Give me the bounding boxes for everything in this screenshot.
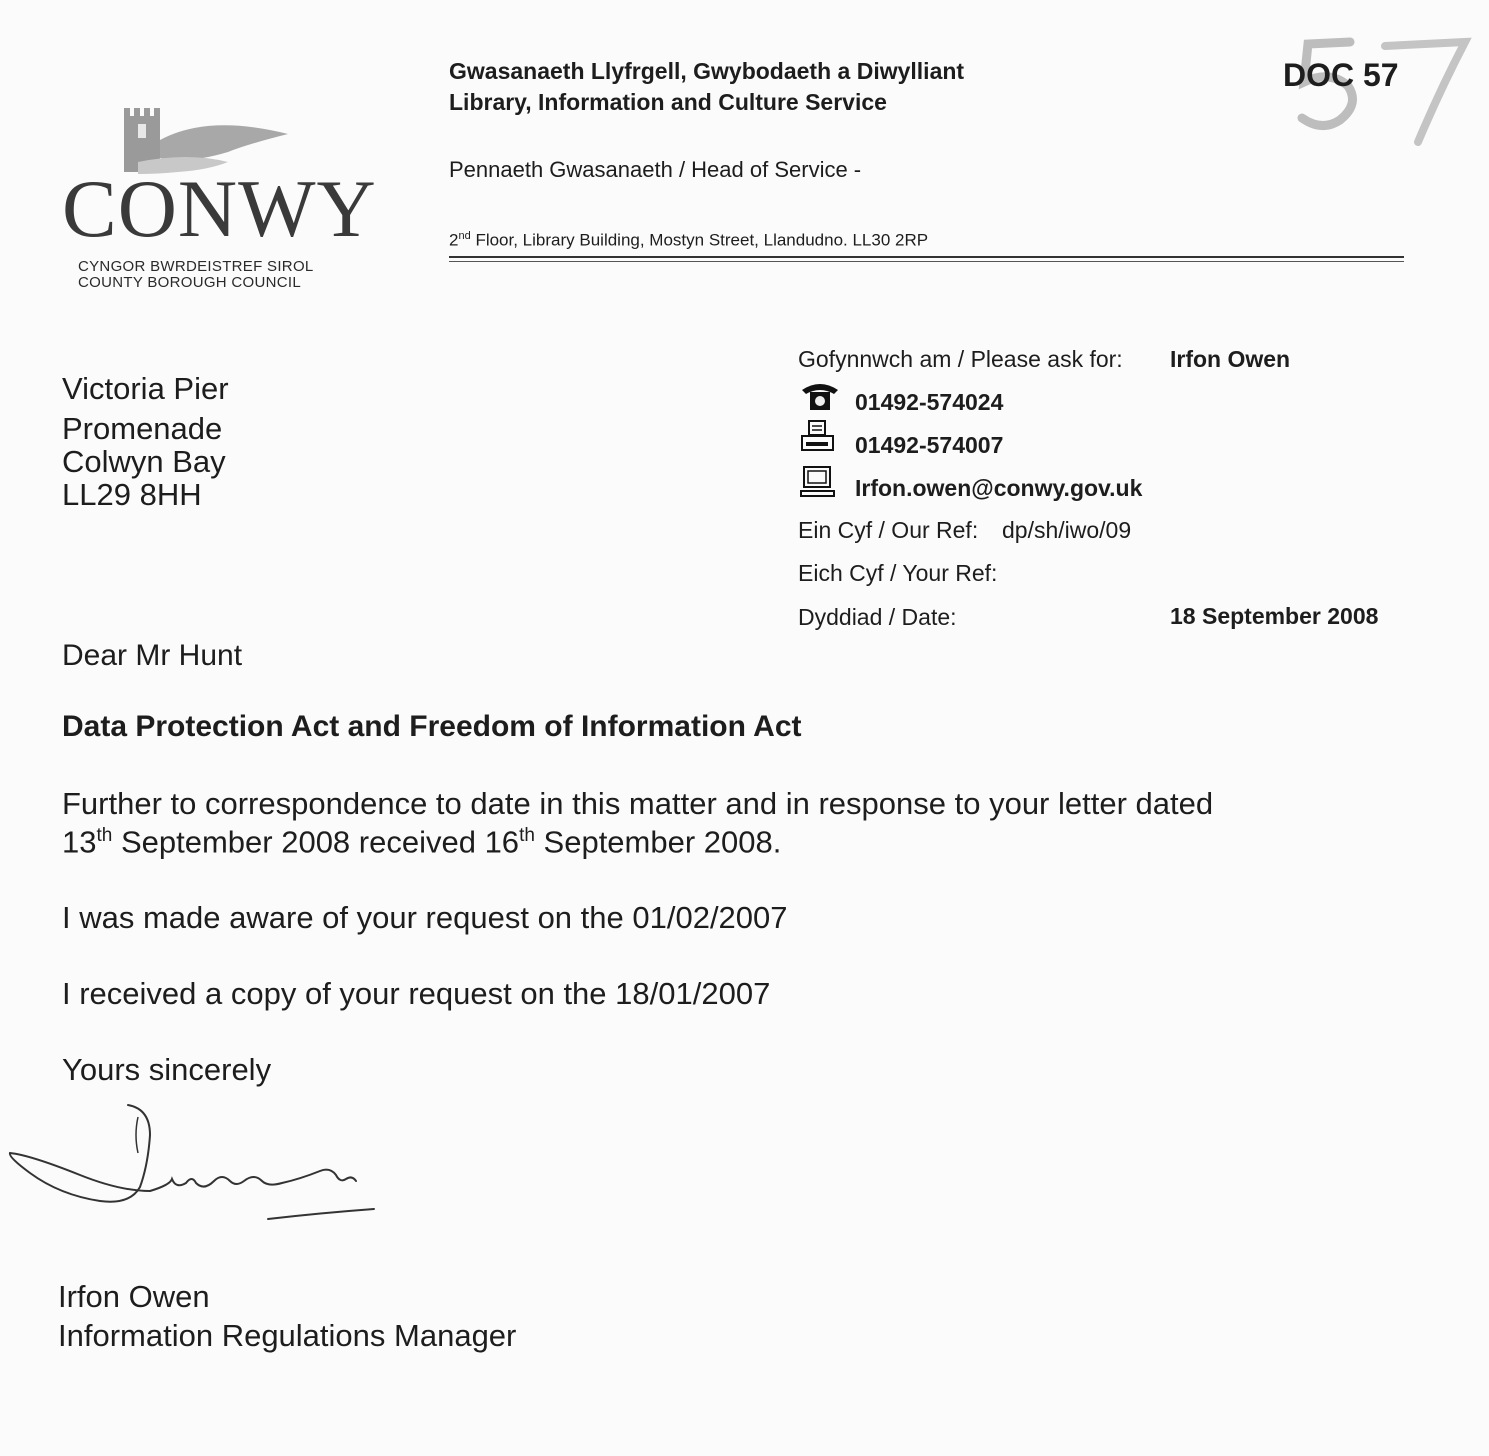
salutation: Dear Mr Hunt (62, 639, 243, 672)
paragraph-1-line-1: Further to correspondence to date in this matter and in response to your letter dated (62, 786, 1214, 821)
council-name-english: COUNTY BOROUGH COUNCIL (78, 274, 302, 291)
paragraph-3: I received a copy of your request on the 18/01/2007 (62, 976, 771, 1011)
doc-number-label: DOC 57 (1283, 57, 1399, 93)
our-ref-value: dp/sh/iwo/09 (1002, 517, 1132, 543)
our-ref-label: Ein Cyf / Our Ref: (798, 517, 979, 543)
service-name-welsh: Gwasanaeth Llyfrgell, Gwybodaeth a Diwylliant (449, 58, 965, 84)
ask-for-name: Irfon Owen (1170, 346, 1291, 372)
office-address: 2nd Floor, Library Building, Mostyn Street, Llandudno. LL30 2RP (449, 230, 929, 250)
header-divider-thin (449, 261, 1404, 262)
paragraph-1-line-2: 13th September 2008 received 16th September 2008. (62, 824, 782, 860)
paragraph-2: I was made aware of your request on the 01/02/2007 (62, 900, 788, 935)
handwritten-signature (0, 1095, 400, 1235)
council-name-welsh: CYNGOR BWRDEISTREF SIROL (78, 258, 314, 275)
recipient-postcode: LL29 8HH (62, 477, 202, 512)
service-name-english: Library, Information and Culture Service (449, 89, 887, 115)
email-address: Irfon.owen@conwy.gov.uk (855, 475, 1143, 501)
letter-subject: Data Protection Act and Freedom of Information Act (62, 710, 802, 743)
your-ref-label: Eich Cyf / Your Ref: (798, 560, 998, 586)
recipient-line-1: Victoria Pier (62, 371, 229, 406)
fax-icon (800, 420, 836, 454)
computer-email-icon (800, 465, 836, 499)
phone-number: 01492-574024 (855, 389, 1004, 415)
closing: Yours sincerely (62, 1052, 272, 1087)
header-divider (449, 256, 1404, 258)
logo-wordmark: CONWY (62, 163, 377, 254)
letter-date: 18 September 2008 (1170, 603, 1379, 629)
ask-for-label: Gofynnwch am / Please ask for: (798, 346, 1123, 372)
signatory-title: Information Regulations Manager (58, 1318, 517, 1353)
telephone-icon (800, 380, 840, 412)
recipient-line-3: Colwyn Bay (62, 444, 226, 479)
signatory-name: Irfon Owen (58, 1279, 210, 1314)
recipient-line-2: Promenade (62, 411, 223, 446)
date-label: Dyddiad / Date: (798, 604, 957, 630)
head-of-service: Pennaeth Gwasanaeth / Head of Service - (449, 157, 862, 182)
fax-number: 01492-574007 (855, 432, 1004, 458)
